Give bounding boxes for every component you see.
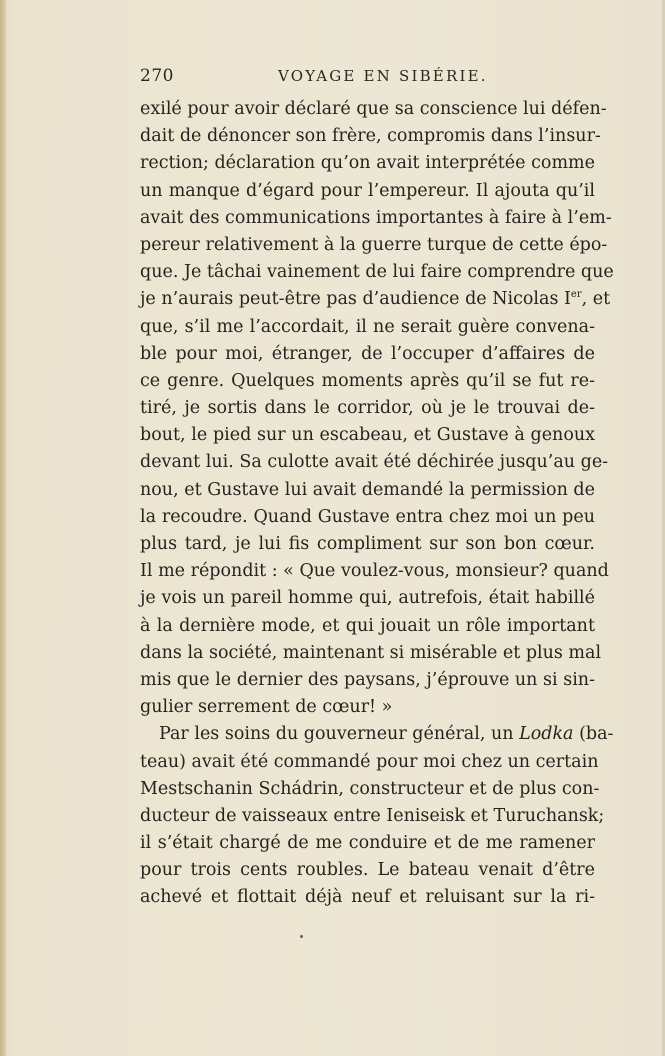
- page-number: 270: [140, 66, 174, 86]
- text-line: devant lui. Sa culotte avait été déchirée jusqu’au ge-: [140, 452, 609, 473]
- text-line: exilé pour avoir déclaré que sa conscience lui défen-: [140, 99, 607, 119]
- text-line: pereur relativement à la guerre turque de cette épo-: [140, 234, 608, 255]
- ordinal-superscript: er: [570, 289, 582, 301]
- text-line: ble pour moi, étranger, de l’occuper d’affaires de: [140, 343, 595, 364]
- text-line: rection; déclaration qu’on avait interprétée comme: [140, 153, 595, 174]
- text-line-with-superscript: [140, 286, 611, 313]
- text-line: teau) avait été commandé pour moi chez un certain: [140, 751, 599, 772]
- text-line: que, s’il me l’accordait, il ne serait guère convena-: [140, 316, 595, 337]
- text-line: la recoudre. Quand Gustave entra chez moi un peu: [140, 506, 595, 527]
- text-line: pour trois cents roubles. Le bateau venait d’être: [140, 860, 595, 881]
- text-line: dait de dénoncer son frère, compromis dans l’insur-: [140, 126, 601, 147]
- text-line-end: , et: [581, 289, 611, 310]
- body-text: [140, 96, 614, 912]
- text-line: je vois un pareil homme qui, autrefois, était habillé: [140, 588, 595, 609]
- text-line: Il me répondit : « Que voulez-vous, monsieur? quand: [140, 561, 609, 582]
- text-line: bout, le pied sur un escabeau, et Gustave à genoux: [140, 425, 595, 446]
- text-line: achevé et flottait déjà neuf et reluisant sur la ri-: [140, 887, 595, 908]
- text-line: à la dernière mode, et qui jouait un rôle important: [140, 615, 595, 636]
- running-header: [140, 66, 595, 90]
- text-line: Mestschanin Schádrin, constructeur et de plus con-: [140, 778, 600, 799]
- text-line: mis que le dernier des paysans, j’éprouve un si sin-: [140, 669, 595, 690]
- paragraph-start-line: [140, 721, 614, 748]
- italic-term: Lodka: [519, 724, 574, 745]
- text-line: plus tard, je lui fis compliment sur son bon cœur.: [140, 534, 595, 554]
- text-line: tiré, je sortis dans le corridor, où je le trouvai de-: [140, 398, 595, 419]
- paragraph-end-line: gulier serrement de cœur! »: [140, 697, 393, 718]
- text-line: que. Je tâchai vainement de lui faire comprendre que: [140, 262, 614, 283]
- text-line: dans la société, maintenant si misérable et plus mal: [140, 642, 602, 663]
- text-line: un manque d’égard pour l’empereur. Il ajouta qu’il: [140, 180, 595, 201]
- text-line-start: Par les soins du gouverneur général, un: [159, 724, 514, 745]
- text-line: nou, et Gustave lui avait demandé la permission de: [140, 479, 595, 500]
- running-title: VOYAGE EN SIBÉRIE.: [278, 67, 488, 85]
- binding-edge: [0, 0, 6, 1056]
- text-line: il s’était chargé de me conduire et de me ramener: [140, 833, 595, 854]
- text-line: avait des communications importantes à faire à l’em-: [140, 207, 612, 228]
- text-line-end: (ba-: [573, 724, 614, 745]
- text-line-start: je n’aurais peut-être pas d’audience de Nicolas I: [140, 289, 571, 310]
- text-line: ce genre. Quelques moments après qu’il se fut re-: [140, 370, 595, 391]
- ink-speck: [300, 935, 303, 938]
- text-line: ducteur de vaisseaux entre Ieniseisk et Turuchansk;: [140, 805, 605, 826]
